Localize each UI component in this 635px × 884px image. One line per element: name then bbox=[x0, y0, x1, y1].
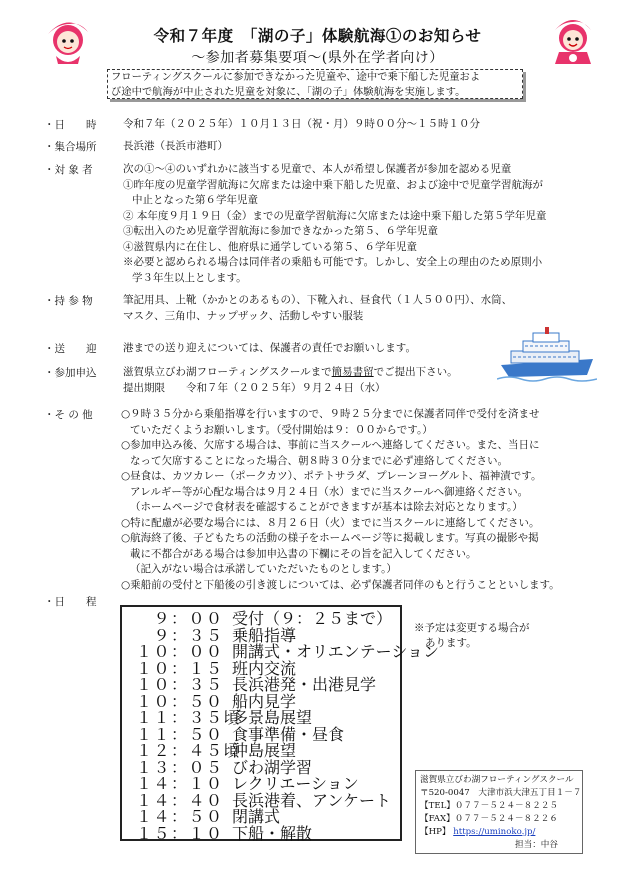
other-line: ○参加申込み後、欠席する場合は、事前に当スクールへ連絡してください。また、当日に bbox=[121, 439, 540, 451]
schedule-event: 船内見学 bbox=[232, 691, 297, 711]
label-transport: ・送 迎 bbox=[44, 343, 97, 355]
eligible-line: ② 本年度９月１９日（金）までの児童学習航海に欠席または途中乗下船した第５学年児童 bbox=[123, 209, 547, 222]
eligible-line: 学３年生以上とします。 bbox=[132, 271, 247, 284]
schedule-time: １０：００ bbox=[136, 642, 224, 661]
schedule-time: １４：４０ bbox=[136, 790, 224, 810]
value-eligible bbox=[123, 162, 623, 286]
other-line: ○乗船前の受付と下船後の引き渡しについては、必ず保護者同伴のもと行うことといします。 bbox=[121, 578, 560, 591]
application-text: でご提出下さい。 bbox=[373, 366, 458, 378]
value-belongings bbox=[123, 293, 623, 324]
eligible-line: ③転出入のため児童学習航海に参加できなかった第５、６学年児童 bbox=[123, 225, 438, 237]
label-belongings: ・持 参 物 bbox=[44, 295, 93, 307]
schedule-row bbox=[122, 775, 402, 793]
other-line: ○昼食は、カツカレー（ポークカツ）、ポテトサラダ、プレーンヨーグルト、福神漬です。 bbox=[121, 470, 542, 482]
contact-address: 〒520-0047 大津市浜大津五丁目１－７ bbox=[420, 788, 582, 798]
page-title: 令和７年度 「湖の子」体験航海①のお知らせ bbox=[153, 26, 482, 45]
notice-box bbox=[107, 69, 523, 99]
schedule-time: ９：００ bbox=[136, 609, 224, 628]
page-subtitle: ～参加者募集要項～(県外在学者向け） bbox=[191, 50, 444, 66]
other-line: ○航海終了後、子どもたちの活動の様子をホームページ等に掲載します。写真の撮影や掲 bbox=[121, 532, 539, 544]
schedule-event: 受付（９：２５まで） bbox=[232, 609, 393, 628]
contact-fax: 【FAX】０７７－５２４－８２２６ bbox=[420, 814, 558, 824]
label-date: ・日 時 bbox=[44, 119, 97, 131]
other-line: なって欠席することになった場合、朝８時３０分までに必ず連絡してください。 bbox=[130, 454, 508, 467]
schedule-time: １０：１５ bbox=[136, 658, 224, 678]
schedule-event: 乗船指導 bbox=[232, 625, 297, 645]
schedule-time: １１：５０ bbox=[136, 724, 224, 744]
other-line: ○９時３５分から乗船指導を行いますので、９時２５分までに保護者同伴で受付を済ませ bbox=[121, 408, 540, 420]
label-other: ・そ の 他 bbox=[44, 409, 93, 421]
schedule-time: ９：３５ bbox=[136, 625, 224, 645]
schedule-time: １４：１０ bbox=[136, 774, 224, 793]
label-eligible: ・対 象 者 bbox=[44, 164, 93, 176]
value-other bbox=[121, 407, 621, 593]
eligible-line: ④滋賀県内に在住し、他府県に通学している第５、６学年児童 bbox=[123, 240, 417, 253]
schedule-event: びわ湖学習 bbox=[232, 757, 313, 777]
schedule-note-line: ※予定は変更する場合が bbox=[414, 622, 530, 634]
eligible-line: ※必要と認められる場合は同伴者の乗船も可能です。しかし、安全上の理由のため原則小 bbox=[123, 256, 543, 268]
schedule-event: 長浜港発・出港見学 bbox=[232, 675, 377, 694]
schedule-time: １５：１０ bbox=[136, 823, 224, 843]
value-transport: 港までの送り迎えについては、保護者の責任でお願いします。 bbox=[123, 342, 416, 354]
value-meeting-place: 長浜港（長浜市港町） bbox=[123, 140, 228, 152]
application-deadline: 提出期限 令和７年（２０２５年）９月２４日（水） bbox=[123, 381, 386, 394]
value-application bbox=[123, 365, 623, 396]
schedule-event: 沖島展望 bbox=[232, 741, 297, 760]
schedule-time: １０：５０ bbox=[136, 691, 224, 711]
label-meeting-place: ・集合場所 bbox=[44, 141, 97, 153]
other-line: （記入がない場合は承諾していただいたものとします。） bbox=[130, 563, 397, 575]
application-registered-mail: 簡易書留 bbox=[331, 366, 374, 378]
schedule-time: １０：３５ bbox=[136, 675, 224, 694]
label-schedule: ・日 程 bbox=[44, 596, 97, 608]
schedule-event: レクリエーション bbox=[232, 774, 359, 793]
notice-line: び途中で航海が中止された児童を対象に、「湖の子」体験航海を実施します。 bbox=[111, 86, 466, 98]
schedule-note bbox=[414, 621, 530, 651]
schedule-row bbox=[122, 825, 402, 843]
contact-box bbox=[415, 770, 583, 854]
belongings-line: マスク、三角巾、ナップザック、活動しやすい服装 bbox=[123, 309, 364, 322]
contact-org: 滋賀県立びわ湖フローティングスクール bbox=[420, 775, 574, 785]
schedule-row bbox=[122, 676, 402, 694]
schedule-event: 食事準備・昼食 bbox=[232, 724, 345, 744]
eligible-line: 中止となった第６学年児童 bbox=[132, 194, 258, 206]
schedule-row bbox=[122, 808, 402, 826]
schedule-row bbox=[122, 742, 402, 760]
contact-tel: 【TEL】０７７－５２４－８２２５ bbox=[420, 801, 559, 811]
schedule-event: 開講式・オリエンテーション bbox=[232, 642, 440, 661]
contact-website-link[interactable]: https://uminoko.jp/ bbox=[453, 827, 536, 837]
eligible-line: ①昨年度の児童学習航海に欠席または途中乗下船した児童、および途中で児童学習航海が bbox=[123, 178, 543, 191]
contact-person: 担当：中谷 bbox=[515, 840, 558, 850]
schedule-note-line: あります。 bbox=[425, 637, 477, 649]
schedule-row bbox=[122, 610, 402, 628]
schedule-row bbox=[122, 642, 440, 661]
schedule-event: 多景島展望 bbox=[232, 708, 313, 727]
schedule-time: １２：４５頃 bbox=[136, 741, 242, 760]
belongings-line: 筆記用具、上靴（かかとのあるもの）、下靴入れ、昼食代（１人５００円）、水筒、 bbox=[123, 294, 513, 306]
contact-hp-label: 【HP】 bbox=[420, 827, 451, 837]
schedule-event: 長浜港着、アンケート bbox=[232, 790, 392, 810]
schedule-row bbox=[122, 709, 402, 727]
other-line: （ホームページで食材表を確認することができますが基本は除去対応となります。） bbox=[130, 501, 523, 513]
schedule-event: 下船・解散 bbox=[232, 823, 313, 843]
eligible-line: 次の①～④のいずれかに該当する児童で、本人が希望し保護者が参加を認める児童 bbox=[123, 163, 512, 175]
value-date: 令和７年（２０２５年）１０月１３日（祝・月）９時００分～１５時１０分 bbox=[123, 118, 480, 130]
other-line: ていただくようお願いします。（受付開始は９：００からです。） bbox=[130, 423, 433, 436]
schedule-time: １４：５０ bbox=[136, 807, 224, 826]
application-text: 滋賀県立びわ湖フローティングスクールまで bbox=[123, 366, 332, 378]
other-line: アレルギー等が心配な場合は９月２４日（水）までに当スクールへ御連絡ください。 bbox=[130, 485, 529, 498]
label-application: ・参加申込 bbox=[44, 367, 97, 379]
schedule-event: 閉講式 bbox=[232, 807, 281, 826]
other-line: 載に不都合がある場合は参加申込書の下欄にその旨を記入してください。 bbox=[130, 547, 477, 560]
schedule-time: １３：０５ bbox=[136, 757, 224, 777]
schedule-event: 班内交流 bbox=[232, 658, 297, 678]
other-line: ○特に配慮が必要な場合には、８月２６日（火）までに当スクールに連絡してください。 bbox=[121, 516, 540, 529]
schedule-time: １１：３５頃 bbox=[136, 708, 242, 727]
notice-line: フローティングスクールに参加できなかった児童や、途中で乗下船した児童およ bbox=[111, 71, 481, 83]
